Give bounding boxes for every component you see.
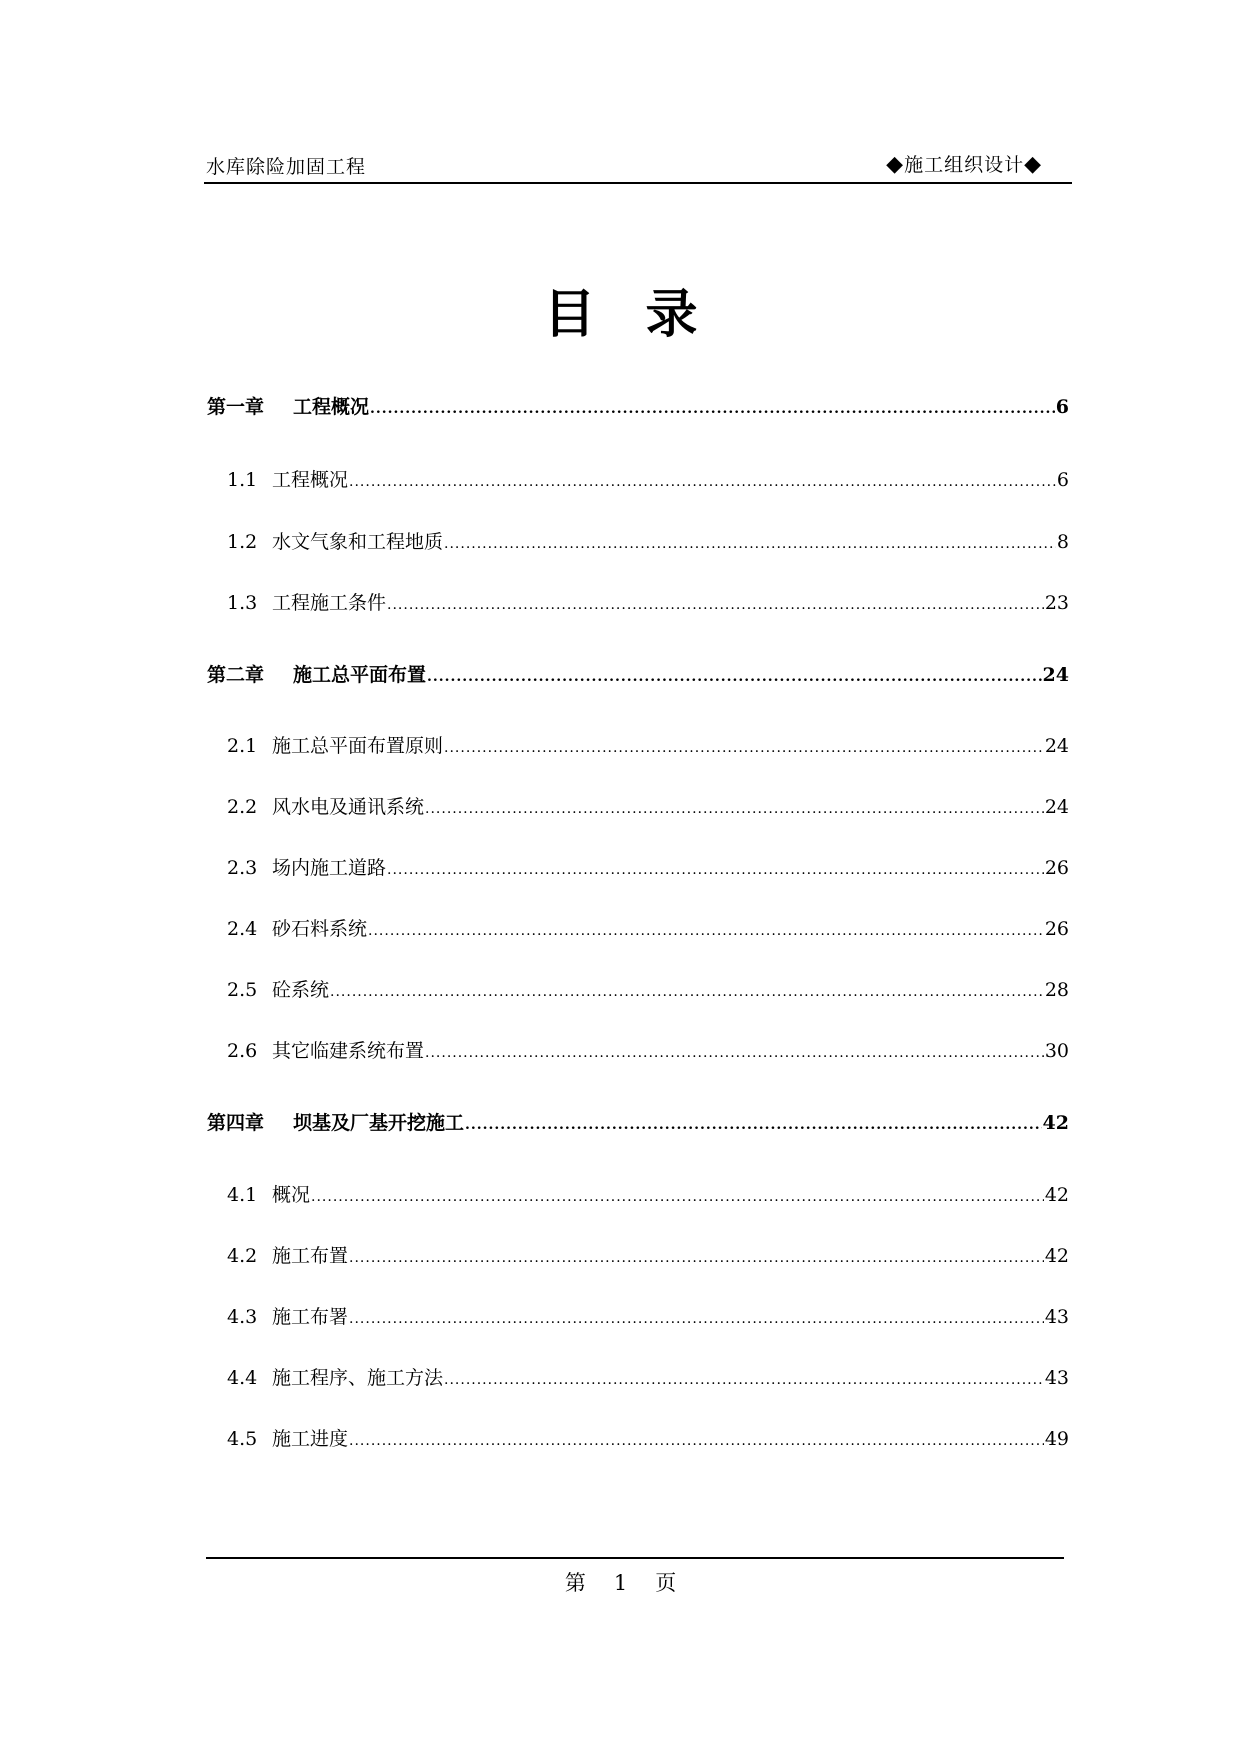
- toc-dot-leader: [444, 536, 1056, 552]
- toc-entry-title: 施工总平面布置: [293, 664, 427, 686]
- toc-entry-number: 第四章: [207, 1112, 265, 1134]
- toc-section-entry[interactable]: [207, 1363, 1069, 1390]
- toc-entry-number: 4.1: [227, 1184, 258, 1206]
- toc-section-entry[interactable]: [207, 792, 1069, 819]
- toc-dot-leader: [368, 923, 1044, 939]
- toc-entry-title: 砂石料系统: [272, 918, 368, 940]
- toc-entry-title: 工程施工条件: [272, 592, 387, 614]
- toc-entry-page: 42: [1042, 1112, 1069, 1134]
- toc-entry-number: 1.3: [227, 592, 258, 614]
- toc-entry-page: 49: [1044, 1428, 1069, 1450]
- page-header: [204, 148, 1072, 184]
- toc-entry-title: 工程概况: [272, 469, 349, 491]
- toc-dot-leader: [330, 984, 1044, 1000]
- toc-entry-page: 6: [1055, 396, 1069, 418]
- toc-entry-number: 1.1: [227, 469, 258, 491]
- toc-entry-page: 23: [1044, 592, 1069, 614]
- toc-dot-leader: [444, 1372, 1044, 1388]
- toc-dot-leader: [387, 862, 1044, 878]
- toc-dot-leader: [349, 1250, 1044, 1266]
- toc-dot-leader: [465, 1117, 1042, 1133]
- toc-entry-number: 2.1: [227, 735, 258, 757]
- toc-entry-title: 其它临建系统布置: [272, 1040, 425, 1062]
- toc-entry-number: 第一章: [207, 396, 265, 418]
- toc-entry-page: 28: [1044, 979, 1069, 1001]
- toc-entry-page: 24: [1042, 664, 1069, 686]
- toc-chapter-entry[interactable]: [207, 1108, 1069, 1135]
- toc-entry-title: 施工布署: [272, 1306, 349, 1328]
- toc-entry-title: 概况: [272, 1184, 311, 1206]
- toc-entry-title: 砼系统: [272, 979, 330, 1001]
- toc-dot-leader: [444, 740, 1044, 756]
- toc-section-entry[interactable]: [207, 588, 1069, 615]
- toc-entry-number: 4.4: [227, 1367, 258, 1389]
- footer-suffix: 页: [655, 1571, 677, 1595]
- toc-entry-number: 4.3: [227, 1306, 258, 1328]
- toc-entry-title: 风水电及通讯系统: [272, 796, 425, 818]
- footer-divider: [206, 1557, 1064, 1559]
- toc-dot-leader: [427, 669, 1042, 685]
- toc-dot-leader: [425, 801, 1044, 817]
- toc-entry-number: 4.5: [227, 1428, 258, 1450]
- toc-entry-number: 2.5: [227, 979, 258, 1001]
- diamond-left-icon: ◆: [886, 152, 905, 177]
- toc-dot-leader: [370, 401, 1055, 417]
- toc-section-entry[interactable]: [207, 914, 1069, 941]
- toc-entry-title: 施工进度: [272, 1428, 349, 1450]
- toc-entry-title: 施工程序、施工方法: [272, 1367, 444, 1389]
- toc-entry-number: 4.2: [227, 1245, 258, 1267]
- toc-entry-number: 2.2: [227, 796, 258, 818]
- toc-dot-leader: [349, 474, 1056, 490]
- toc-entry-title: 水文气象和工程地质: [272, 531, 444, 553]
- toc-entry-page: 24: [1044, 735, 1069, 757]
- toc-entry-number: 2.6: [227, 1040, 258, 1062]
- toc-section-entry[interactable]: [207, 1302, 1069, 1329]
- toc-entry-page: 26: [1044, 918, 1069, 940]
- diamond-right-icon: ◆: [1024, 152, 1042, 177]
- toc-entry-page: 30: [1044, 1040, 1069, 1062]
- toc-entry-page: 42: [1044, 1245, 1069, 1267]
- footer-prefix: 第: [564, 1571, 586, 1595]
- toc-chapter-entry[interactable]: [207, 392, 1069, 419]
- toc-entry-title: 场内施工道路: [272, 857, 387, 879]
- toc-section-entry[interactable]: [207, 975, 1069, 1002]
- toc-entry-title: 坝基及厂基开挖施工: [293, 1112, 465, 1134]
- toc-entry-number: 1.2: [227, 531, 258, 553]
- toc-chapter-entry[interactable]: [207, 660, 1069, 687]
- toc-section-entry[interactable]: [207, 1036, 1069, 1063]
- header-project-name: 水库除险加固工程: [206, 156, 367, 178]
- header-doc-type: [886, 150, 1042, 177]
- toc-section-entry[interactable]: [207, 1241, 1069, 1268]
- toc-section-entry[interactable]: [207, 465, 1069, 492]
- toc-entry-title: 工程概况: [293, 396, 370, 418]
- toc-entry-page: 6: [1056, 469, 1069, 491]
- toc-dot-leader: [349, 1311, 1044, 1327]
- toc-section-entry[interactable]: [207, 1424, 1069, 1451]
- toc-entry-number: 2.3: [227, 857, 258, 879]
- toc-section-entry[interactable]: [207, 1180, 1069, 1207]
- toc-dot-leader: [349, 1433, 1044, 1449]
- toc-entry-page: 43: [1044, 1306, 1069, 1328]
- toc-entry-page: 26: [1044, 857, 1069, 879]
- toc-entry-page: 43: [1044, 1367, 1069, 1389]
- toc-entry-number: 2.4: [227, 918, 258, 940]
- toc-entry-title: 施工布置: [272, 1245, 349, 1267]
- header-doc-type-label: 施工组织设计: [904, 154, 1025, 176]
- toc-dot-leader: [311, 1189, 1044, 1205]
- toc-section-entry[interactable]: [207, 853, 1069, 880]
- footer-page-number: 1: [613, 1571, 628, 1595]
- toc-entry-page: 42: [1044, 1184, 1069, 1206]
- toc-entry-page: 8: [1056, 531, 1069, 553]
- page-title: 目录: [543, 285, 748, 345]
- page-footer: [0, 1567, 1241, 1597]
- toc-entry-page: 24: [1044, 796, 1069, 818]
- toc-entry-number: 第二章: [207, 664, 265, 686]
- toc-dot-leader: [425, 1045, 1044, 1061]
- toc-entry-title: 施工总平面布置原则: [272, 735, 444, 757]
- toc-section-entry[interactable]: [207, 731, 1069, 758]
- toc-section-entry[interactable]: [207, 527, 1069, 554]
- toc-dot-leader: [387, 597, 1044, 613]
